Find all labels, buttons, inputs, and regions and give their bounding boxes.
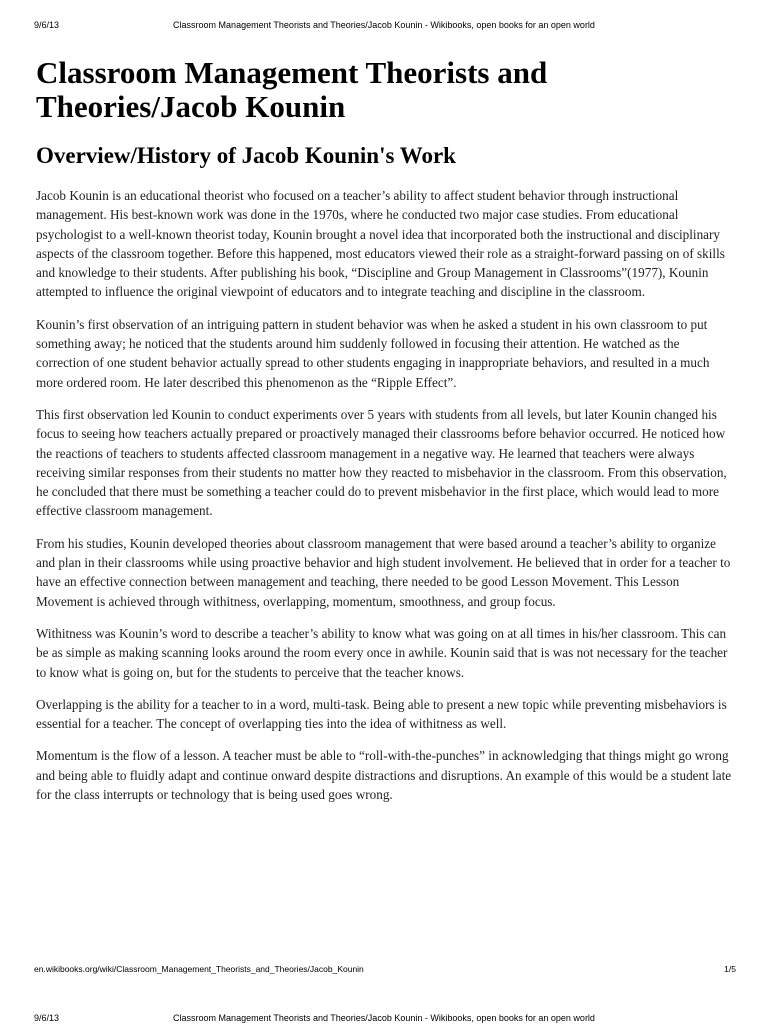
- article-content: [36, 56, 736, 817]
- print-page-title: Classroom Management Theorists and Theories/Jacob Kounin - Wikibooks, open books for an open world: [173, 1013, 595, 1023]
- paragraph: This first observation led Kounin to conduct experiments over 5 years with students from all levels, but later Kounin changed his focus to seeing how teachers actually prepared or proactively managed their classrooms before behavior occurred. He noticed how the reactions of teachers to students affected classroom management in a negative way. He learned that teachers were always receiving similar responses from their students no matter how they reacted to misbehavior in the classroom. From this observation, he concluded that there must be something a teacher could do to prevent misbehavior in the first place, which would lead to more effective classroom management.: [36, 406, 727, 519]
- footer-url[interactable]: en.wikibooks.org/wiki/Classroom_Management_Theorists_and_Theories/Jacob_Kounin: [34, 964, 364, 974]
- print-footer: [34, 962, 736, 976]
- paragraph: Momentum is the flow of a lesson. A teacher must be able to “roll-with-the-punches” in acknowledging that things might go wrong and being able to fluidly adapt and continue onward despite distractions and disruptions. An example of this would be a student late for the class interrupts or technology that is being used goes wrong.: [36, 748, 732, 803]
- next-page-header: [0, 1011, 768, 1025]
- print-page-title: Classroom Management Theorists and Theories/Jacob Kounin - Wikibooks, open books for an open world: [173, 20, 595, 30]
- paragraph: From his studies, Kounin developed theories about classroom management that were based around a teacher’s ability to organize and plan in their classrooms while using proactive behavior and high student involvement. He believed that in order for a teacher to have an effective connection between management and teaching, there needed to be good Lesson Movement. This Lesson Movement is achieved through withitness, overlapping, momentum, smoothness, and group focus.: [36, 535, 731, 609]
- page-title: Classroom Management Theorists and Theories/Jacob Kounin: [36, 55, 548, 124]
- paragraph: Withitness was Kounin’s word to describe a teacher’s ability to know what was going on at all times in his/her classroom. This can be as simple as making scanning looks around the room every once in awhile. Kounin said that is was not necessary for the teacher to know what is going on, but for the students to perceive that the teacher knows.: [36, 625, 728, 680]
- print-date: 9/6/13: [34, 20, 60, 30]
- paragraph: Overlapping is the ability for a teacher to in a word, multi-task. Being able to present a new topic while preventing misbehaviors is essential for a teacher. The concept of overlapping ties into the idea of withitness as well.: [36, 696, 727, 732]
- print-date: 9/6/13: [34, 1013, 60, 1023]
- section-heading: Overview/History of Jacob Kounin's Work: [36, 143, 456, 168]
- print-header: [0, 18, 768, 32]
- paragraph: Jacob Kounin is an educational theorist who focused on a teacher’s ability to affect student behavior through instructional management. His best-known work was done in the 1970s, where he conducted two major case studies. From educational psychologist to a well-known theorist today, Kounin brought a novel idea that incorporated both the instructional and disciplinary aspects of the classroom together. Before this happened, most educators viewed their role as a straight-forward passing on of skills and knowledge to their students. After publishing his book, “Discipline and Group Management in Classrooms”(1977), Kounin attempted to influence the original viewpoint of educators and to integrate teaching and discipline in the classroom.: [36, 188, 725, 300]
- page-number: 1/5: [724, 964, 736, 974]
- paragraph: Kounin’s first observation of an intriguing pattern in student behavior was when he asked a student in his own classroom to put something away; he noticed that the students around him suddenly followed in focusing their attention. He watched as the correction of one student behavior actually spread to other students engaging in inappropriate behaviors, and resulted in a much more ordered room. He later described this phenomenon as the “Ripple Effect”.: [36, 316, 710, 390]
